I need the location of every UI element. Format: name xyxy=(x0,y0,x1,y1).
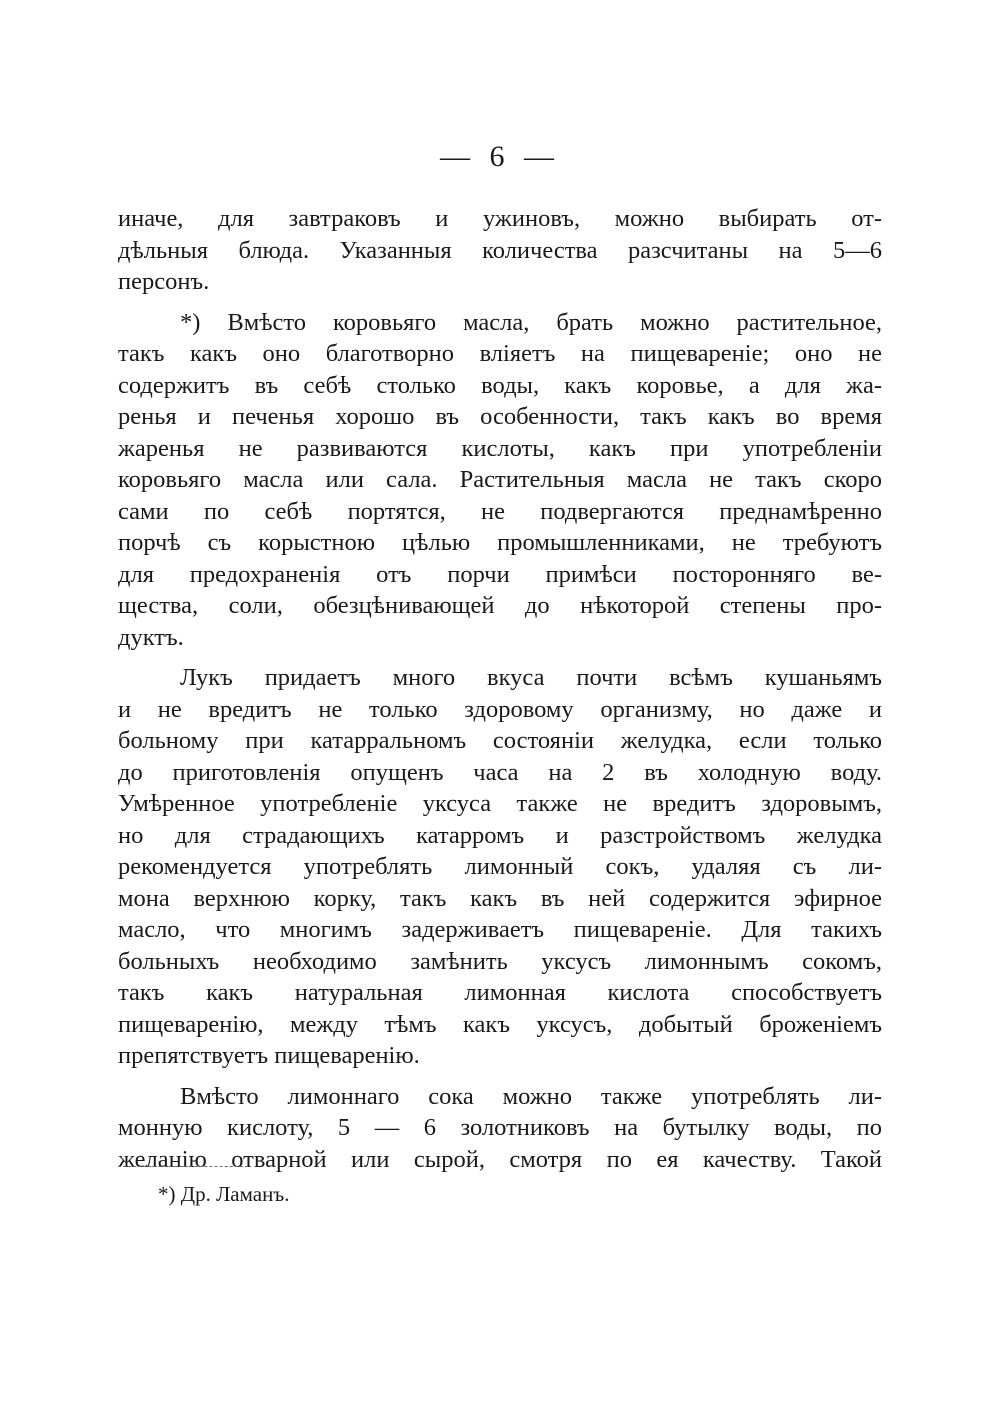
text-line: желанію отварной или сырой, смотря по ея качеству. Такой xyxy=(118,1145,882,1173)
text-line: но для страдающихъ катарромъ и разстройствомъ желудка xyxy=(118,821,882,849)
text-line: такъ какъ натуральная лимонная кислота способствуетъ xyxy=(118,979,882,1006)
page-number: — 6 — xyxy=(440,140,560,173)
text-line: *) Вмѣсто коровьяго масла, брать можно растительное, xyxy=(180,308,882,336)
text-line: щества, соли, обезцѣнивающей до нѣкоторой степены про- xyxy=(118,592,882,619)
text-line: ренья и печенья хорошо въ особенности, такъ какъ во время xyxy=(118,403,882,430)
text-line: до приготовленія опущенъ часа на 2 въ холодную воду. xyxy=(118,758,882,786)
text-line: масло, что многимъ задерживаетъ пищевареніе. Для такихъ xyxy=(118,916,882,943)
text-line: пищеваренію, между тѣмъ какъ уксусъ, добытый броженіемъ xyxy=(118,1010,882,1038)
text-line: дуктъ. xyxy=(118,623,184,651)
text-line: жаренья не развиваются кислоты, какъ при употребленіи xyxy=(118,434,882,462)
text-line: больныхъ необходимо замѣнить уксусъ лимоннымъ сокомъ, xyxy=(118,947,882,975)
text-line: порчѣ съ корыстною цѣлью промышленниками, не требуютъ xyxy=(118,529,882,556)
text-line: сами по себѣ портятся, не подвергаются преднамѣренно xyxy=(118,497,882,525)
text-line: и не вредитъ не только здоровому организму, но даже и xyxy=(118,695,882,723)
text-line: такъ какъ оно благотворно вліяетъ на пищевареніе; оно не xyxy=(118,340,882,367)
footnote-divider xyxy=(118,1166,248,1167)
text-line: иначе, для завтраковъ и ужиновъ, можно выбирать от- xyxy=(118,205,882,232)
text-line: дѣльныя блюда. Указанныя количества разсчитаны на 5—6 xyxy=(118,236,882,264)
text-line: монную кислоту, 5 — 6 золотниковъ на бутылку воды, по xyxy=(118,1114,882,1141)
text-line: для предохраненія отъ порчи примѣси посторонняго ве- xyxy=(118,560,882,588)
text-line: персонъ. xyxy=(118,268,210,295)
text-line: мона верхнюю корку, такъ какъ въ ней содержится эфирное xyxy=(118,884,882,912)
text-line: рекомендуется употреблять лимонный сокъ, удаляя съ ли- xyxy=(118,853,882,880)
text-line: Лукъ придаетъ много вкуса почти всѣмъ кушаньямъ xyxy=(180,664,882,691)
footnote: *) Др. Ламанъ. xyxy=(158,1182,290,1206)
text-line: Вмѣсто лимоннаго сока можно также употреблять ли- xyxy=(180,1082,882,1110)
body-text xyxy=(118,203,882,1175)
text-line: Умѣренное употребленіе уксуса также не вредитъ здоровымъ, xyxy=(118,790,882,817)
text-line: содержитъ въ себѣ столько воды, какъ коровье, а для жа- xyxy=(118,371,882,399)
text-line: больному при катарральномъ состояніи желудка, если только xyxy=(118,727,882,754)
text-line: коровьяго масла или сала. Растительныя масла не такъ скоро xyxy=(118,466,882,493)
text-line: препятствуетъ пищеваренію. xyxy=(118,1042,420,1069)
